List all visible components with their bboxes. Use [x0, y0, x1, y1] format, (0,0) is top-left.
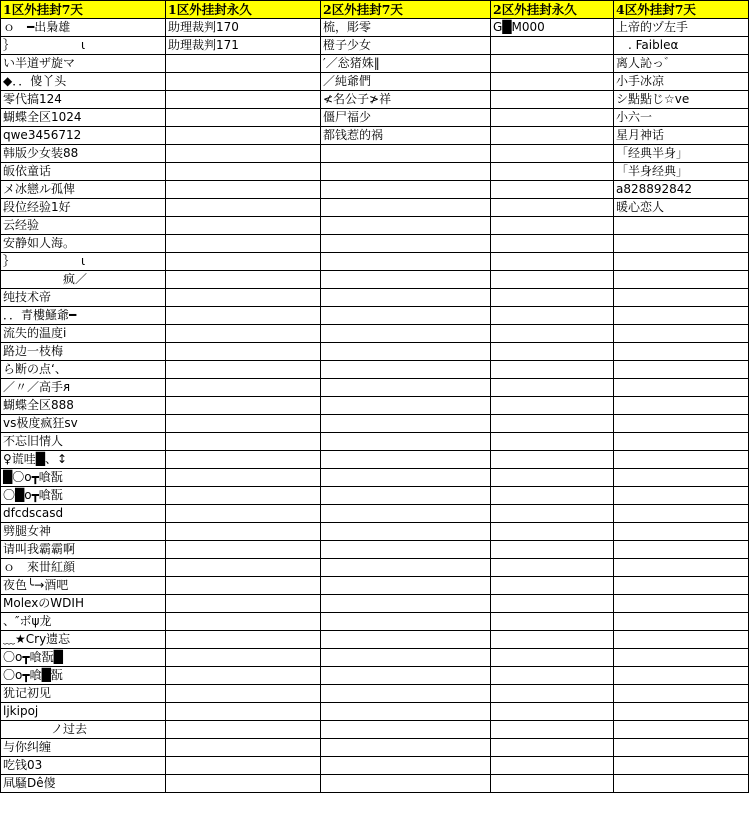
table-cell[interactable] [491, 163, 614, 181]
table-cell[interactable] [491, 199, 614, 217]
table-cell[interactable]: 皈依童话 [1, 163, 166, 181]
table-cell[interactable] [321, 577, 491, 595]
table-cell[interactable] [166, 505, 321, 523]
table-cell[interactable] [614, 739, 749, 757]
table-row [1, 451, 749, 469]
table-row [1, 55, 749, 73]
table-cell[interactable] [491, 487, 614, 505]
table-row [1, 199, 749, 217]
table-cell[interactable]: 蝴蝶全区1024 [1, 109, 166, 127]
table-cell[interactable] [166, 559, 321, 577]
table-cell[interactable]: ノ过去 [1, 721, 166, 739]
table-cell[interactable] [321, 343, 491, 361]
table-cell[interactable]: . Faibleα [614, 37, 749, 55]
table-cell[interactable] [166, 91, 321, 109]
table-cell[interactable] [491, 325, 614, 343]
table-cell[interactable] [491, 523, 614, 541]
table-cell[interactable] [321, 775, 491, 793]
table-cell[interactable] [166, 595, 321, 613]
table-cell[interactable] [491, 469, 614, 487]
table-cell[interactable]: qwe3456712 [1, 127, 166, 145]
table-row [1, 685, 749, 703]
table-cell[interactable] [614, 307, 749, 325]
table-cell[interactable] [321, 451, 491, 469]
table-cell[interactable] [614, 721, 749, 739]
table-cell[interactable] [614, 253, 749, 271]
table-cell[interactable]: ｝ ι [1, 37, 166, 55]
table-cell[interactable] [614, 343, 749, 361]
table-cell[interactable] [491, 109, 614, 127]
table-cell[interactable]: 凬騷Dê傻 [1, 775, 166, 793]
table-cell[interactable]: MolexのWDIH [1, 595, 166, 613]
table-row [1, 613, 749, 631]
table-cell[interactable]: メ冰戀ル孤俾 [1, 181, 166, 199]
table-cell[interactable] [166, 757, 321, 775]
table-cell[interactable] [491, 703, 614, 721]
table-row [1, 595, 749, 613]
table-cell[interactable]: ｏ ━出梟雄 [1, 19, 166, 37]
table-cell[interactable] [166, 343, 321, 361]
table-cell[interactable] [321, 199, 491, 217]
table-cell[interactable]: 请叫我霸霸啊 [1, 541, 166, 559]
column-header-4[interactable]: 2区外挂封永久 [491, 1, 614, 19]
table-cell[interactable] [614, 505, 749, 523]
table-row [1, 325, 749, 343]
table-cell[interactable]: a828892842 [614, 181, 749, 199]
table-cell[interactable]: 流失的温度i [1, 325, 166, 343]
table-row [1, 757, 749, 775]
table-row [1, 775, 749, 793]
table-cell[interactable]: 安静如人海。 [1, 235, 166, 253]
column-header-2[interactable]: 1区外挂封永久 [166, 1, 321, 19]
table-cell[interactable]: 助理裁判170 [166, 19, 321, 37]
table-row [1, 289, 749, 307]
table-row [1, 433, 749, 451]
table-cell[interactable] [614, 577, 749, 595]
table-cell[interactable] [491, 361, 614, 379]
table-cell[interactable] [491, 577, 614, 595]
table-row [1, 739, 749, 757]
table-cell[interactable] [614, 595, 749, 613]
table-cell[interactable] [614, 775, 749, 793]
table-cell[interactable] [491, 397, 614, 415]
table-cell[interactable]: ljkipoj [1, 703, 166, 721]
table-row [1, 127, 749, 145]
table-row [1, 19, 749, 37]
table-cell[interactable] [491, 217, 614, 235]
table-row [1, 145, 749, 163]
table-cell[interactable]: 云经验 [1, 217, 166, 235]
table-cell[interactable] [321, 649, 491, 667]
table-cell[interactable] [491, 289, 614, 307]
table-cell[interactable] [321, 217, 491, 235]
table-cell[interactable] [614, 325, 749, 343]
table-row [1, 37, 749, 55]
table-cell[interactable]: 犹记初见 [1, 685, 166, 703]
table-row [1, 415, 749, 433]
table-cell[interactable] [166, 325, 321, 343]
table-row [1, 649, 749, 667]
table-cell[interactable] [614, 469, 749, 487]
table-cell[interactable] [166, 469, 321, 487]
table-cell[interactable]: vs极度疯狂sv [1, 415, 166, 433]
table-cell[interactable] [491, 757, 614, 775]
table-cell[interactable] [321, 145, 491, 163]
table-cell[interactable]: 上帝的ヅ左手 [614, 19, 749, 37]
table-cell[interactable] [491, 379, 614, 397]
table-cell[interactable] [166, 649, 321, 667]
table-cell[interactable] [614, 451, 749, 469]
table-cell[interactable]: 离人訫っ゛ [614, 55, 749, 73]
table-cell[interactable] [321, 289, 491, 307]
table-cell[interactable] [321, 613, 491, 631]
table-cell[interactable] [491, 145, 614, 163]
table-cell[interactable] [614, 487, 749, 505]
table-cell[interactable] [321, 325, 491, 343]
table-cell[interactable] [166, 73, 321, 91]
table-cell[interactable] [614, 235, 749, 253]
table-cell[interactable] [614, 541, 749, 559]
table-cell[interactable]: ｏ 來丗紅顔 [1, 559, 166, 577]
table-cell[interactable] [166, 775, 321, 793]
table-cell[interactable]: 纯技术帝 [1, 289, 166, 307]
table-cell[interactable]: 小手冰凉 [614, 73, 749, 91]
table-row [1, 469, 749, 487]
table-cell[interactable] [166, 271, 321, 289]
table-cell[interactable] [166, 487, 321, 505]
table-cell[interactable] [321, 469, 491, 487]
header-row [1, 1, 749, 19]
table-cell[interactable] [166, 721, 321, 739]
table-cell[interactable] [321, 235, 491, 253]
table-cell[interactable]: 〇█o┳喰翫 [1, 487, 166, 505]
table-cell[interactable]: 段位经验1好 [1, 199, 166, 217]
table-cell[interactable] [614, 559, 749, 577]
table-cell[interactable]: 「半身经典」 [614, 163, 749, 181]
table-cell[interactable]: █〇o┳喰翫 [1, 469, 166, 487]
table-cell[interactable] [614, 523, 749, 541]
table-cell[interactable] [321, 541, 491, 559]
table-cell[interactable]: 蝴蝶全区888 [1, 397, 166, 415]
table-cell[interactable] [166, 199, 321, 217]
table-row [1, 235, 749, 253]
table-row [1, 91, 749, 109]
table-cell[interactable] [491, 73, 614, 91]
table-row [1, 271, 749, 289]
table-cell[interactable]: 不忘旧情人 [1, 433, 166, 451]
table-cell[interactable] [321, 163, 491, 181]
table-row [1, 379, 749, 397]
table-cell[interactable] [491, 343, 614, 361]
table-cell[interactable] [166, 613, 321, 631]
table-cell[interactable] [321, 667, 491, 685]
table-cell[interactable] [166, 667, 321, 685]
table-cell[interactable] [491, 127, 614, 145]
table-cell[interactable]: 梳，彫零 [321, 19, 491, 37]
table-cell[interactable]: ら断の点‘、 [1, 361, 166, 379]
table-row [1, 577, 749, 595]
table-row [1, 505, 749, 523]
table-cell[interactable] [166, 577, 321, 595]
table-cell[interactable] [491, 667, 614, 685]
table-row [1, 217, 749, 235]
table-cell[interactable] [166, 361, 321, 379]
table-cell[interactable] [614, 379, 749, 397]
table-cell[interactable] [614, 217, 749, 235]
table-cell[interactable] [166, 217, 321, 235]
table-cell[interactable] [321, 253, 491, 271]
table-cell[interactable] [491, 181, 614, 199]
table-cell[interactable] [166, 127, 321, 145]
table-cell[interactable] [491, 631, 614, 649]
table-cell[interactable]: 与你纠缠 [1, 739, 166, 757]
table-cell[interactable] [491, 505, 614, 523]
column-header-1[interactable]: 1区外挂封7天 [1, 1, 166, 19]
table-cell[interactable] [491, 235, 614, 253]
table-cell[interactable]: 助理裁判171 [166, 37, 321, 55]
table-cell[interactable]: 「经典半身」 [614, 145, 749, 163]
table-row [1, 361, 749, 379]
table-cell[interactable]: 小六一 [614, 109, 749, 127]
table-cell[interactable] [166, 235, 321, 253]
table-cell[interactable] [321, 757, 491, 775]
table-cell[interactable] [491, 595, 614, 613]
table-cell[interactable] [491, 37, 614, 55]
table-cell[interactable] [491, 271, 614, 289]
table-cell[interactable] [166, 685, 321, 703]
table-cell[interactable] [491, 55, 614, 73]
table-cell[interactable] [321, 631, 491, 649]
table-cell[interactable] [491, 649, 614, 667]
table-cell[interactable] [491, 739, 614, 757]
table-row [1, 559, 749, 577]
table-cell[interactable] [321, 559, 491, 577]
table-cell[interactable]: ′／忩猪姝‖ [321, 55, 491, 73]
table-row [1, 487, 749, 505]
table-cell[interactable] [614, 397, 749, 415]
table-cell[interactable] [614, 361, 749, 379]
table-cell[interactable]: 暖心恋人 [614, 199, 749, 217]
table-cell[interactable] [166, 739, 321, 757]
table-row [1, 541, 749, 559]
table-cell[interactable] [321, 595, 491, 613]
table-row [1, 307, 749, 325]
table-cell[interactable] [614, 433, 749, 451]
table-cell[interactable] [491, 559, 614, 577]
table-cell[interactable] [321, 307, 491, 325]
table-cell[interactable]: ／純爺們 [321, 73, 491, 91]
table-cell[interactable]: ≮名公子≯祥 [321, 91, 491, 109]
table-cell[interactable] [614, 757, 749, 775]
table-cell[interactable]: 、″ボψ龙 [1, 613, 166, 631]
table-cell[interactable] [491, 775, 614, 793]
table-cell[interactable]: 僵尸福少 [321, 109, 491, 127]
table-cell[interactable]: 路边一枝梅 [1, 343, 166, 361]
table-cell[interactable] [614, 613, 749, 631]
table-cell[interactable] [491, 91, 614, 109]
table-cell[interactable]: ／〃／高手ᴙ [1, 379, 166, 397]
table-cell[interactable] [321, 523, 491, 541]
table-cell[interactable] [491, 613, 614, 631]
table-cell[interactable] [491, 433, 614, 451]
table-cell[interactable] [491, 721, 614, 739]
table-cell[interactable] [166, 55, 321, 73]
table-cell[interactable] [614, 703, 749, 721]
table-cell[interactable] [166, 631, 321, 649]
table-cell[interactable]: 夜色╰→酒吧 [1, 577, 166, 595]
table-cell[interactable]: 星月神话 [614, 127, 749, 145]
table-cell[interactable] [166, 703, 321, 721]
table-cell[interactable]: い半道ザ旋マ [1, 55, 166, 73]
table-cell[interactable] [321, 685, 491, 703]
table-cell[interactable] [614, 271, 749, 289]
table-cell[interactable] [614, 631, 749, 649]
table-cell[interactable] [321, 703, 491, 721]
table-cell[interactable] [166, 433, 321, 451]
table-cell[interactable] [321, 397, 491, 415]
table-cell[interactable] [166, 163, 321, 181]
table-cell[interactable] [166, 523, 321, 541]
table-cell[interactable] [166, 541, 321, 559]
table-cell[interactable] [321, 361, 491, 379]
table-cell[interactable]: 疯／ [1, 271, 166, 289]
table-cell[interactable] [321, 433, 491, 451]
table-row [1, 253, 749, 271]
table-cell[interactable] [321, 271, 491, 289]
table-cell[interactable] [166, 451, 321, 469]
column-header-3[interactable]: 2区外挂封7天 [321, 1, 491, 19]
table-cell[interactable] [491, 541, 614, 559]
table-cell[interactable] [166, 109, 321, 127]
table-cell[interactable] [491, 307, 614, 325]
table-cell[interactable] [321, 415, 491, 433]
table-cell[interactable] [491, 415, 614, 433]
table-row [1, 703, 749, 721]
table-cell[interactable]: ♀谎哇█、↕ [1, 451, 166, 469]
table-cell[interactable]: 劈腿女神 [1, 523, 166, 541]
table-cell[interactable] [166, 397, 321, 415]
table-cell[interactable] [614, 667, 749, 685]
table-cell[interactable] [321, 181, 491, 199]
table-row [1, 523, 749, 541]
table-cell[interactable] [491, 685, 614, 703]
table-cell[interactable] [166, 379, 321, 397]
table-cell[interactable] [166, 307, 321, 325]
table-cell[interactable] [166, 415, 321, 433]
table-cell[interactable]: 韩版少女装88 [1, 145, 166, 163]
table-cell[interactable] [321, 505, 491, 523]
table-cell[interactable]: 吃钱03 [1, 757, 166, 775]
table-row [1, 109, 749, 127]
table-row [1, 163, 749, 181]
table-cell[interactable]: 〇o┳喰翫█ [1, 649, 166, 667]
table-cell[interactable]: シ點點じ☆ve [614, 91, 749, 109]
table-cell[interactable]: 橙子少女 [321, 37, 491, 55]
table-row [1, 721, 749, 739]
table-row [1, 631, 749, 649]
table-cell[interactable] [166, 145, 321, 163]
table-cell[interactable]: 〇o┳喰█翫 [1, 667, 166, 685]
table-cell[interactable] [166, 181, 321, 199]
table-cell[interactable] [321, 379, 491, 397]
table-cell[interactable] [614, 289, 749, 307]
table-cell[interactable]: dfcdscasd [1, 505, 166, 523]
column-header-5[interactable]: 4区外挂封7天 [614, 1, 749, 19]
table-cell[interactable]: ．．青樓鰠爺━ [1, 307, 166, 325]
table-cell[interactable] [614, 685, 749, 703]
table-cell[interactable] [321, 721, 491, 739]
table-body [1, 19, 749, 793]
table-cell[interactable]: ﹏★Cry遗忘 [1, 631, 166, 649]
table-cell[interactable]: 都钱惹的祸 [321, 127, 491, 145]
table-cell[interactable] [614, 415, 749, 433]
table-cell[interactable] [491, 253, 614, 271]
table-row [1, 73, 749, 91]
table-cell[interactable] [491, 451, 614, 469]
table-row [1, 343, 749, 361]
table-row [1, 181, 749, 199]
table-cell[interactable] [321, 739, 491, 757]
table-cell[interactable]: ｝ ι [1, 253, 166, 271]
table-cell[interactable] [321, 487, 491, 505]
table-cell[interactable]: ◆．．傻丫头 [1, 73, 166, 91]
table-cell[interactable] [614, 649, 749, 667]
table-cell[interactable]: G█M000 [491, 19, 614, 37]
table-row [1, 667, 749, 685]
table-cell[interactable]: 零代搞124 [1, 91, 166, 109]
table-cell[interactable] [166, 289, 321, 307]
table-cell[interactable] [166, 253, 321, 271]
table-row [1, 397, 749, 415]
